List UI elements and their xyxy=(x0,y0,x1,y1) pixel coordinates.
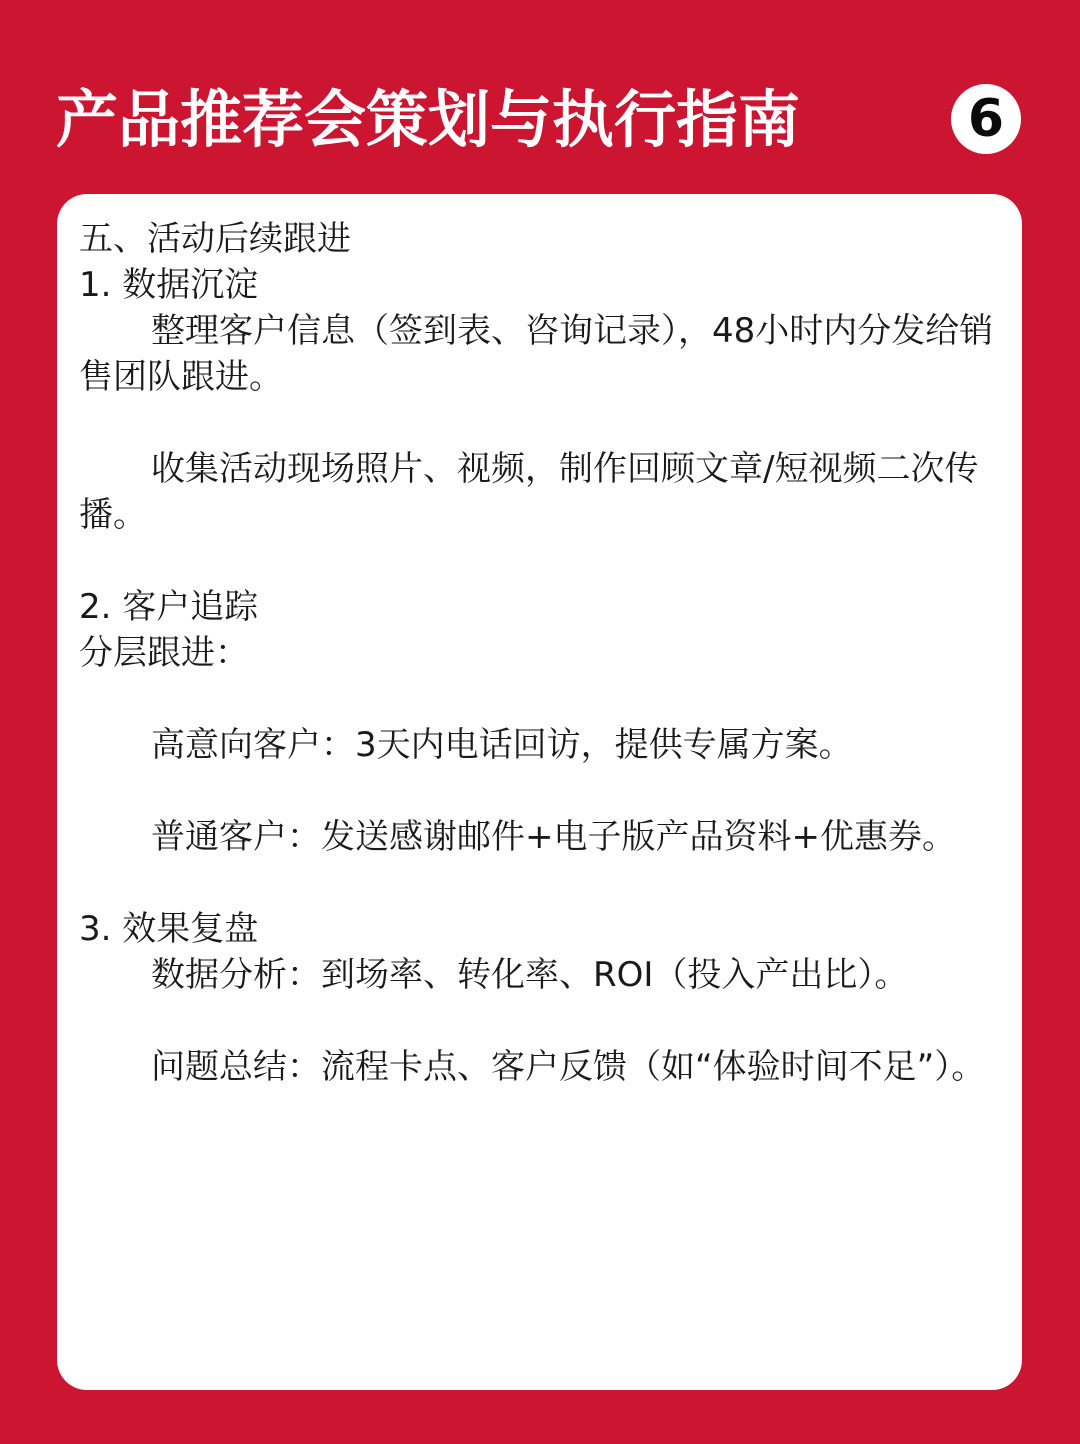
paragraph-text: 收集活动现场照片、视频，制作回顾文章/短视频二次传播。 xyxy=(79,449,979,535)
subsection-heading-customer: 2. 客户追踪 xyxy=(79,587,259,627)
content-body xyxy=(79,216,1004,1090)
paragraph-text: 普通客户：发送感谢邮件+电子版产品资料+优惠券。 xyxy=(151,817,956,857)
paragraph-text: 整理客户信息（签到表、咨询记录），48小时内分发给销售团队跟进。 xyxy=(79,311,994,397)
content-card xyxy=(57,194,1022,1390)
paragraph-text: 数据分析：到场率、转化率、ROI（投入产出比）。 xyxy=(151,955,909,995)
page-number-badge: 6 xyxy=(951,84,1021,154)
paragraph xyxy=(79,308,1004,400)
paragraph xyxy=(79,446,1004,538)
paragraph-text: 问题总结：流程卡点、客户反馈（如“体验时间不足”）。 xyxy=(151,1047,986,1087)
paragraph xyxy=(79,1044,1004,1090)
section-title: 五、活动后续跟进 xyxy=(79,219,351,259)
paragraph xyxy=(79,814,1004,860)
paragraph xyxy=(79,722,1004,768)
paragraph xyxy=(79,952,1004,998)
subsection-subtitle: 分层跟进： xyxy=(79,633,249,673)
paragraph-text: 高意向客户：3天内电话回访，提供专属方案。 xyxy=(151,725,853,765)
subsection-heading-review: 3. 效果复盘 xyxy=(79,909,259,949)
subsection-heading-data: 1. 数据沉淀 xyxy=(79,265,259,305)
page-title: 产品推荐会策划与执行指南 xyxy=(56,83,801,156)
